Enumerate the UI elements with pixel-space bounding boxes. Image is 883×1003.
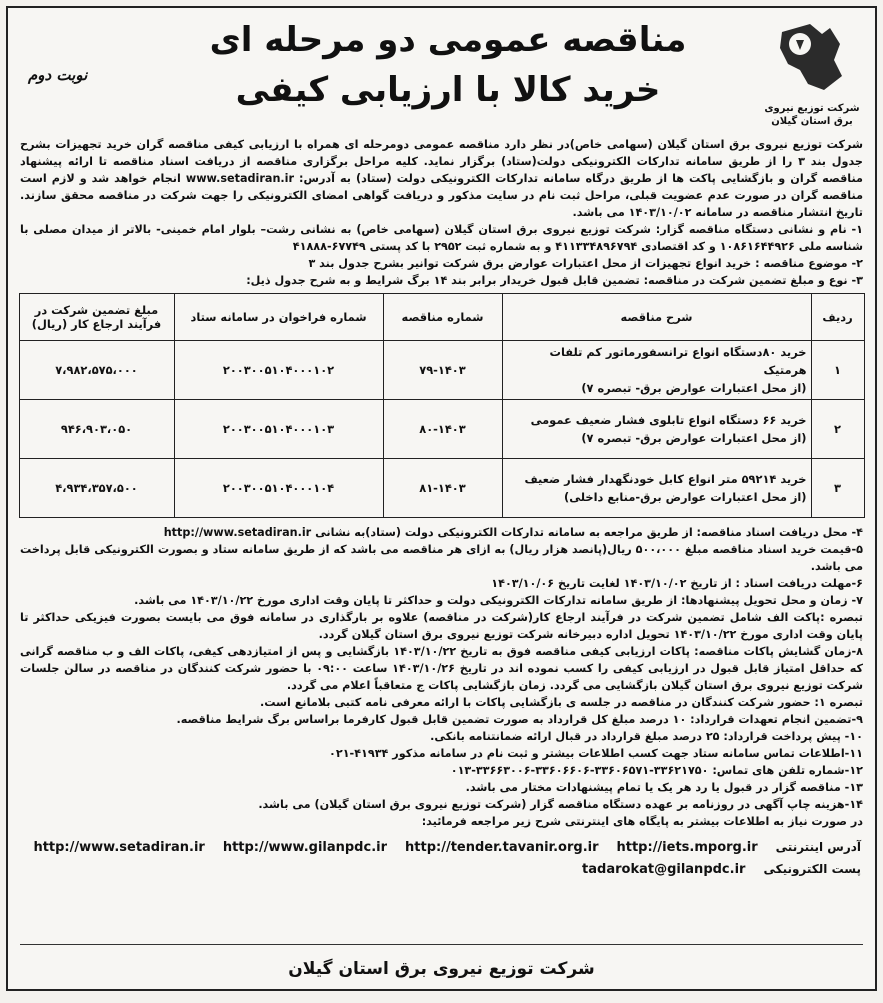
col-header-tender-no: شماره مناقصه bbox=[383, 294, 502, 341]
item-3: ۳- نوع و مبلغ تضمین شرکت در مناقصه: تضمین قابل قبول خریدار برابر بند ۱۴ برگ شرایط و به شرح جدول ذیل: bbox=[246, 274, 863, 287]
intro-paragraph: شرکت توزیع نیروی برق استان گیلان (سهامی خاص)در نظر دارد مناقصه عمومی دومرحله ای همراه با ارزیابی کیفی مناقصه گران خرید تجهیزات بشرح جدول بند ۳ را از طریق سامانه تدارکات الکترونیکی دولت(ستاد) برگزار نماید. کلیه مراحل برگزاری مناقصه از دریافت اسناد مناقصه تا ارائه پیشنهاد مناقصه گران و بازگشایی پاکت ها از طریق درگاه سامانه تدارکات الکترونیکی دولت (ستاد) به آدرس: www.setadiran.ir انجام خواهد شد و لازم است مناقصه گران در صورت عدم عضویت قبلی، مراحل ثبت نام در سایت مذکور و دریافت گواهی امضای الکترونیکی را جهت شرکت در مناقصه محقق سازند. تاریخ انتشار مناقصه در سامانه ۱۴۰۳/۱۰/۰۲ می باشد. bbox=[20, 138, 863, 219]
item-4: ۴- محل دریافت اسناد مناقصه: از طریق مراجعه به سامانه تدارکات الکترونیکی دولت (ستاد)به نشانی http://www.setadiran.ir bbox=[163, 526, 863, 539]
row-call-no: ۲۰۰۳۰۰۵۱۰۴۰۰۰۱۰۲ bbox=[174, 341, 383, 400]
email-label: پست الکترونیکی bbox=[763, 862, 861, 876]
company-logo-text: شرکت توزیع نیروی برق استان گیلان bbox=[764, 103, 860, 127]
note-8: تبصره ۱: حضور شرکت کنندگان در مناقصه در جلسه ی بازگشایی پاکات با ارائه معرفی نامه کتبی بلامانع است. bbox=[259, 696, 863, 709]
note-7: تبصره :پاکت الف شامل تضمین شرکت در فرآیند ارجاع کار(شرکت در مناقصه) علاوه بر بارگذاری در سامانه فوق می بایست بصورت فیزیکی حداکثر تا پایان وقت اداری مورخ ۱۴۰۳/۱۰/۲۲ تحویل اداره دبیرخانه شرکت توزیع نیروی برق استان گیلان گردد. bbox=[20, 611, 863, 641]
item-9: ۹-تضمین انجام تعهدات قرارداد: ۱۰ درصد مبلغ کل قرارداد به صورت تضمین قابل قبول کارفرما براساس برگ شرایط مناقصه. bbox=[176, 713, 863, 726]
title-line-1: مناقصه عمومی دو مرحله ای bbox=[209, 20, 687, 60]
tender-table bbox=[19, 293, 865, 518]
row-description-line-1: خرید ۶۶ دستگاه انواع تابلوی فشار ضعیف عمومی bbox=[530, 413, 807, 427]
item-1: ۱- نام و نشانی دستگاه مناقصه گزار: شرکت توزیع نیروی برق استان گیلان (سهامی خاص) به نشانی رشت– بلوار امام خمینی- بالاتر از میدان مصلی با شناسه ملی ۱۰۸۶۱۶۴۴۹۲۶ و کد اقتصادی ۴۱۱۳۳۴۸۹۶۷۹۴ و به شماره ثبت ۲۹۵۲ با کد پستی ۶۷۷۴۹-۴۱۸۸۸ bbox=[20, 223, 863, 253]
row-call-no: ۲۰۰۳۰۰۵۱۰۴۰۰۰۱۰۴ bbox=[174, 459, 383, 518]
url-iets[interactable]: http://iets.mporg.ir bbox=[616, 839, 758, 855]
row-description-line-2: (از محل اعتبارات عوارض برق- تبصره ۷) bbox=[581, 431, 807, 445]
row-tender-no: ۸۱-۱۴۰۳ bbox=[383, 459, 502, 518]
item-8: ۸-زمان گشایش پاکات مناقصه: پاکات ارزیابی کیفی مناقصه فوق به تاریخ ۱۴۰۳/۱۰/۲۲ بازگشایی و پس از امتیازدهی کیفی، پاکات الف و ب مناقصه گرانی که حداقل امتیاز قابل قبول در ارزیابی کیفی را کسب نموده اند در تاریخ ۱۴۰۳/۱۰/۲۶ ساعت ۰۹:۰۰ با حضور شرکت کنندگان در مناقصه در سالن جلسات شرکت توزیع نیروی برق استان گیلان بازگشایی می گردد. زمان بازگشایی پاکات ج متعاقباً اعلام می گردد. bbox=[20, 645, 863, 692]
row-number: ۲ bbox=[811, 400, 864, 459]
item-6: ۶-مهلت دریافت اسناد : از تاریخ ۱۴۰۳/۱۰/۰۲ لغایت تاریخ ۱۴۰۳/۱۰/۰۶ bbox=[491, 577, 863, 590]
table-row bbox=[19, 400, 864, 459]
item-11: ۱۱-اطلاعات تماس سامانه ستاد جهت کسب اطلاعات بیشتر و ثبت نام در سامانه مذکور ۴۱۹۳۴-۰۲۱ bbox=[329, 747, 863, 760]
table-row bbox=[19, 341, 864, 400]
company-logo-icon bbox=[770, 14, 854, 98]
footer-divider bbox=[20, 944, 863, 945]
item-12: ۱۲-شماره تلفن های تماس: ۳۳۶۲۱۷۵۰-۳۳۶۰۶۵۷۱-۳۳۶۰۶۶۰۶-۳۳۶۶۳۰۰۶-۰۱۳ bbox=[450, 764, 863, 777]
notice-body bbox=[8, 136, 875, 289]
title-line-2: خرید کالا با ارزیابی کیفی bbox=[235, 70, 661, 110]
url-tender-tavanir[interactable]: http://tender.tavanir.org.ir bbox=[405, 839, 599, 855]
item-13: ۱۳- مناقصه گزار در قبول یا رد هر یک یا تمام پیشنهادات مختار می باشد. bbox=[465, 781, 863, 794]
row-description bbox=[502, 400, 811, 459]
header bbox=[8, 8, 875, 136]
web-address-label: آدرس اینترنتی bbox=[775, 840, 861, 854]
row-number: ۳ bbox=[811, 459, 864, 518]
row-number: ۱ bbox=[811, 341, 864, 400]
row-guarantee: ۴،۹۳۴،۳۵۷،۵۰۰ bbox=[19, 459, 174, 518]
websites-row bbox=[22, 836, 861, 858]
email-address[interactable]: tadarokat@gilanpdc.ir bbox=[582, 861, 746, 877]
row-description-line-2: (از محل اعتبارات عوارض برق-منابع داخلی) bbox=[564, 490, 807, 504]
table-header-row bbox=[19, 294, 864, 341]
col-header-description: شرح مناقصه bbox=[502, 294, 811, 341]
row-call-no: ۲۰۰۳۰۰۵۱۰۴۰۰۰۱۰۳ bbox=[174, 400, 383, 459]
row-description bbox=[502, 459, 811, 518]
row-tender-no: ۷۹-۱۴۰۳ bbox=[383, 341, 502, 400]
row-tender-no: ۸۰-۱۴۰۳ bbox=[383, 400, 502, 459]
row-description-line-2: (از محل اعتبارات عوارض برق- تبصره ۷) bbox=[581, 381, 807, 395]
url-setadiran[interactable]: http://www.setadiran.ir bbox=[33, 839, 205, 855]
row-description-line-1: خرید ۵۹۲۱۴ متر انواع کابل خودنگهدار فشار ضعیف bbox=[524, 472, 807, 486]
col-header-guarantee: مبلغ تضمین شرکت در فرآیند ارجاع کار (ریال) bbox=[19, 294, 174, 341]
table-row bbox=[19, 459, 864, 518]
item-5: ۵-قیمت خرید اسناد مناقصه مبلغ ۵۰۰،۰۰۰ ریال(پانصد هزار ریال) به ازای هر مناقصه می باشد که از طریق سامانه ستاد و بصورت الکترونیکی قابل پرداخت می باشد. bbox=[20, 543, 863, 573]
row-guarantee: ۷،۹۸۲،۵۷۵،۰۰۰ bbox=[19, 341, 174, 400]
row-description-line-1: خرید ۸۰دستگاه انواع ترانسفورماتور کم تلفات هرمتیک bbox=[549, 345, 807, 377]
round-label: نوبت دوم bbox=[28, 66, 88, 84]
company-logo bbox=[757, 14, 867, 128]
item-14: ۱۴-هزینه چاپ آگهی در روزنامه بر عهده دستگاه مناقصه گزار (شرکت توزیع نیروی برق استان گیلان) می باشد. bbox=[258, 798, 863, 811]
col-header-call-no: شماره فراخوان در سامانه ستاد bbox=[174, 294, 383, 341]
footer-company-name: شرکت توزیع نیروی برق استان گیلان bbox=[288, 959, 595, 979]
row-description bbox=[502, 341, 811, 400]
url-gilanpdc[interactable]: http://www.gilanpdc.ir bbox=[222, 839, 388, 855]
col-header-row-no: ردیف bbox=[811, 294, 864, 341]
item-7: ۷- زمان و محل تحویل پیشنهادها: از طریق سامانه تدارکات الکترونیکی دولت و حداکثر تا پایان وقت اداری مورخ ۱۴۰۳/۱۰/۲۲ می باشد. bbox=[134, 594, 863, 607]
item-2: ۲- موضوع مناقصه : خرید انواع تجهیزات از محل اعتبارات عوارض برق شرکت توانیر بشرح جدول بند ۳ bbox=[308, 257, 863, 270]
item-10: ۱۰- پیش پرداخت قرارداد: ۲۵ درصد مبلغ قرارداد در قبال ارائه ضمانتنامه بانکی. bbox=[430, 730, 863, 743]
row-guarantee: ۹۴۶،۹۰۳،۰۵۰ bbox=[19, 400, 174, 459]
notice-conditions bbox=[8, 524, 875, 830]
more-info-line: در صورت نیاز به اطلاعات بیشتر به پایگاه های اینترنتی شرح زیر مراجعه فرمائید: bbox=[421, 815, 863, 828]
email-row bbox=[22, 858, 861, 880]
websites bbox=[8, 836, 875, 880]
tender-notice bbox=[6, 6, 877, 991]
